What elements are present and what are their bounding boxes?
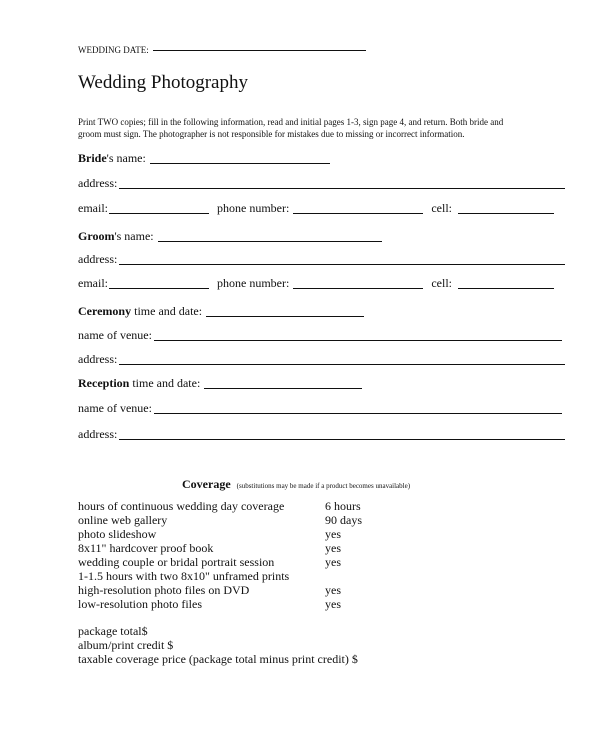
bride-address-label: address: — [78, 176, 118, 190]
bride-cell-label: cell: — [431, 201, 452, 215]
coverage-item-value: 6 hours — [325, 499, 361, 513]
reception-address-line[interactable] — [119, 439, 565, 440]
groom-cell-line[interactable] — [458, 288, 554, 289]
package-total: package total$ — [78, 624, 148, 638]
reception-time-line[interactable] — [204, 388, 362, 389]
coverage-item-label: 8x11" hardcover proof book — [78, 541, 214, 555]
ceremony-time-field[interactable] — [78, 304, 364, 319]
groom-phone-label: phone number: — [217, 276, 290, 290]
taxable-coverage-price: taxable coverage price (package total minus print credit) $ — [78, 652, 358, 666]
coverage-item-label: hours of continuous wedding day coverage — [78, 499, 285, 513]
coverage-item-value: 90 days — [325, 513, 362, 527]
instructions-line-2: groom must sign. The photographer is not responsible for mistakes due to missing or incorrect information. — [78, 129, 465, 139]
coverage-note: (substitutions may be made if a product becomes unavailable) — [236, 482, 411, 490]
coverage-heading-row — [182, 477, 410, 492]
bride-name-field[interactable] — [78, 151, 330, 166]
reception-time-label: Reception time and date: — [78, 376, 201, 390]
ceremony-venue-field[interactable] — [78, 328, 562, 343]
bride-name-line[interactable] — [150, 163, 330, 164]
ceremony-time-line[interactable] — [206, 316, 364, 317]
ceremony-time-label: Ceremony time and date: — [78, 304, 203, 318]
coverage-item-label: 1-1.5 hours with two 8x10" unframed prints — [78, 569, 290, 583]
groom-name-line[interactable] — [158, 241, 382, 242]
album-print-credit: album/print credit $ — [78, 638, 174, 652]
coverage-item-value: yes — [325, 583, 341, 597]
reception-time-field[interactable] — [78, 376, 362, 391]
bride-address-field[interactable] — [78, 176, 565, 191]
instructions-line-1: Print TWO copies; fill in the following information, read and initial pages 1-3, sign page 4, and return. Both bride and — [78, 117, 504, 127]
coverage-item-label: low-resolution photo files — [78, 597, 202, 611]
reception-venue-label: name of venue: — [78, 401, 152, 415]
coverage-item-value: yes — [325, 597, 341, 611]
wedding-date-label: WEDDING DATE: — [78, 45, 149, 55]
groom-email-line[interactable] — [109, 288, 209, 289]
groom-address-field[interactable] — [78, 252, 565, 267]
groom-email-label: email: — [78, 276, 108, 290]
coverage-item-label: wedding couple or bridal portrait session — [78, 555, 275, 569]
coverage-item-value: yes — [325, 555, 341, 569]
coverage-item-value: yes — [325, 527, 341, 541]
coverage-item-label: photo slideshow — [78, 527, 157, 541]
page-title: Wedding Photography — [78, 72, 248, 93]
bride-phone-label: phone number: — [217, 201, 290, 215]
wedding-date-field[interactable] — [78, 45, 366, 55]
ceremony-venue-line[interactable] — [154, 340, 562, 341]
reception-address-label: address: — [78, 427, 118, 441]
groom-address-line[interactable] — [119, 264, 565, 265]
ceremony-address-line[interactable] — [119, 364, 565, 365]
bride-name-label: Bride's name: — [78, 151, 146, 165]
reception-venue-field[interactable] — [78, 401, 562, 416]
coverage-item-value: yes — [325, 541, 341, 555]
wedding-date-line[interactable] — [153, 50, 366, 51]
bride-address-line[interactable] — [119, 188, 565, 189]
groom-phone-line[interactable] — [293, 288, 423, 289]
bride-contact-row — [78, 201, 554, 216]
groom-contact-row — [78, 276, 554, 291]
bride-cell-line[interactable] — [458, 213, 554, 214]
reception-venue-line[interactable] — [154, 413, 562, 414]
bride-phone-line[interactable] — [293, 213, 423, 214]
ceremony-address-label: address: — [78, 352, 118, 366]
ceremony-venue-label: name of venue: — [78, 328, 152, 342]
ceremony-address-field[interactable] — [78, 352, 565, 367]
coverage-heading: Coverage — [182, 477, 231, 491]
reception-address-field[interactable] — [78, 427, 565, 442]
groom-address-label: address: — [78, 252, 118, 266]
coverage-item-label: online web gallery — [78, 513, 168, 527]
groom-cell-label: cell: — [431, 276, 452, 290]
bride-email-label: email: — [78, 201, 108, 215]
coverage-item-label: high-resolution photo files on DVD — [78, 583, 250, 597]
groom-name-field[interactable] — [78, 229, 382, 244]
bride-email-line[interactable] — [109, 213, 209, 214]
groom-name-label: Groom's name: — [78, 229, 154, 243]
